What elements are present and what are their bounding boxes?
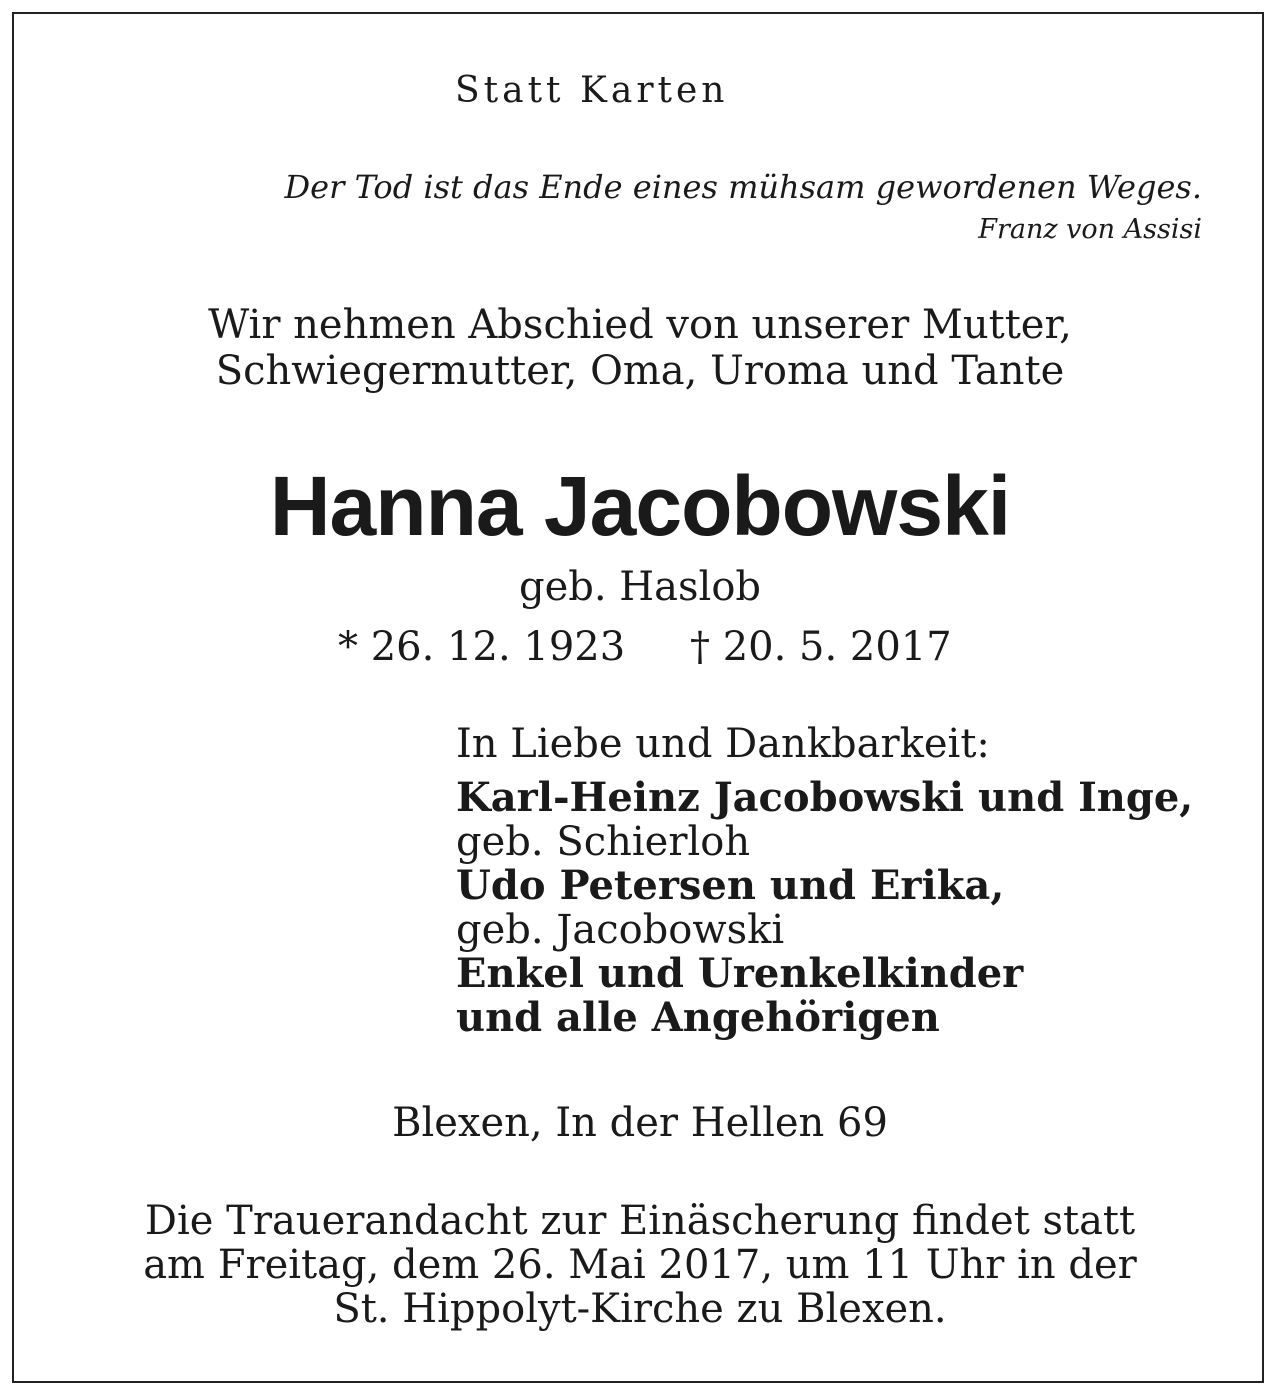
service-line-1: Die Trauerandacht zur Einäscherung findet statt — [144, 1198, 1136, 1244]
signatory-line: geb. Schierloh — [456, 819, 751, 865]
maiden-name: geb. Haslob — [518, 564, 762, 610]
intro-line-2: Schwiegermutter, Oma, Uroma und Tante — [215, 348, 1065, 394]
service-line-2: am Freitag, dem 26. Mai 2017, um 11 Uhr in der — [143, 1242, 1137, 1288]
deceased-name: Hanna Jacobowski — [269, 459, 1011, 553]
service-line-3: St. Hippolyt-Kirche zu Blexen. — [333, 1286, 947, 1332]
signatory-line: geb. Jacobowski — [456, 907, 785, 953]
quote-text: Der Tod ist das Ende eines mühsam gewordenen Weges. — [284, 168, 1202, 206]
signatories-heading: In Liebe und Dankbarkeit: — [456, 721, 990, 767]
signatory-line: Enkel und Urenkelkinder — [456, 950, 1024, 997]
intro-line-1: Wir nehmen Abschied von unserer Mutter, — [208, 302, 1072, 348]
birth-date: * 26. 12. 1923 — [338, 624, 626, 670]
header-statt-karten: Statt Karten — [455, 70, 729, 111]
signatory-line: Karl-Heinz Jacobowski und Inge, — [456, 774, 1194, 821]
signatory-line: Udo Petersen und Erika, — [456, 862, 1005, 909]
death-date: † 20. 5. 2017 — [690, 624, 952, 670]
quote-author: Franz von Assisi — [978, 214, 1202, 245]
address: Blexen, In der Hellen 69 — [392, 1100, 888, 1146]
signatory-line: und alle Angehörigen — [456, 994, 940, 1041]
